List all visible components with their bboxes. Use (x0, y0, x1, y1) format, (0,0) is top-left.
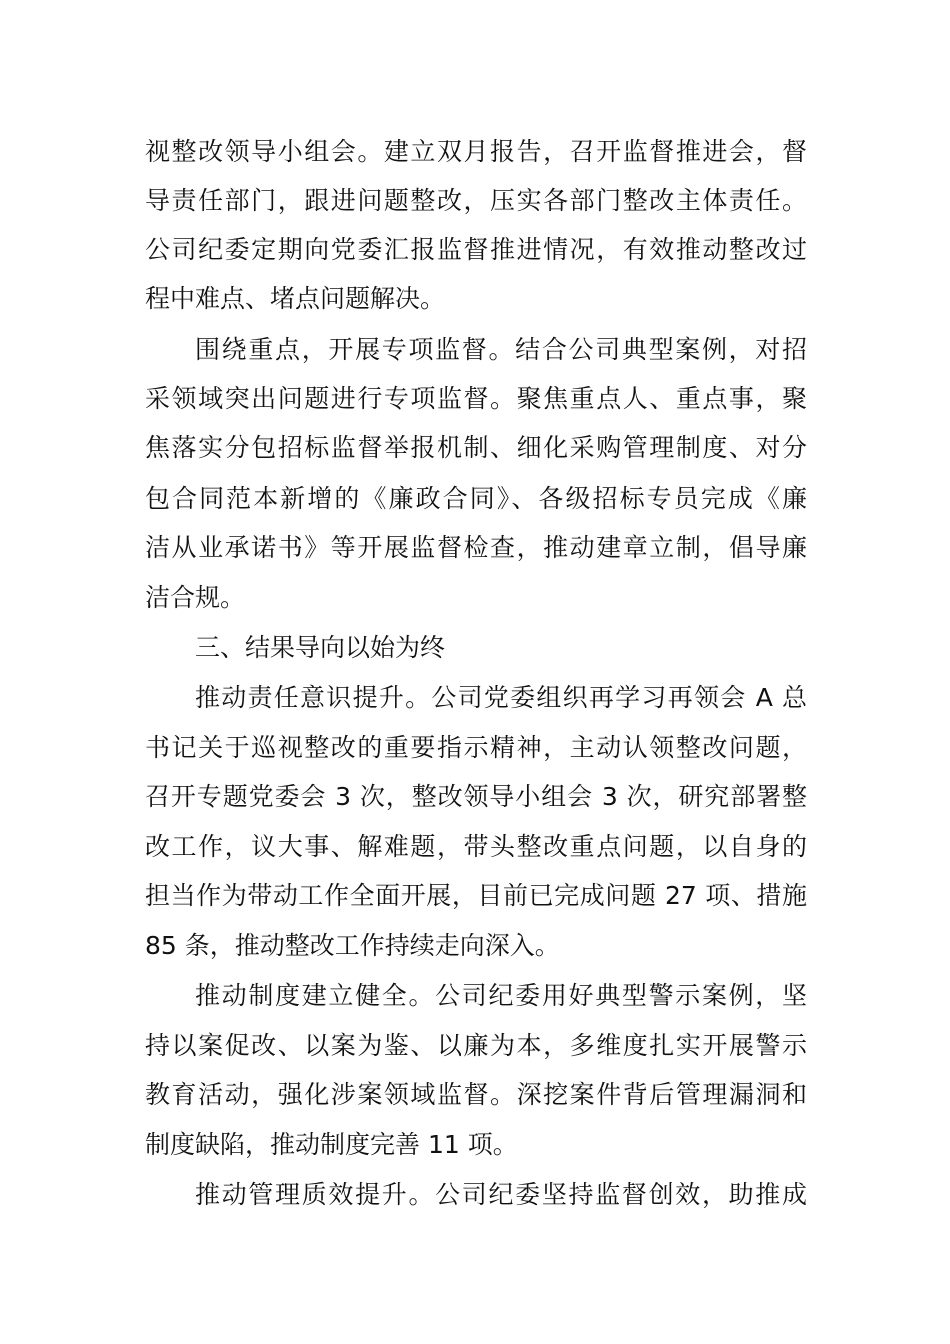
paragraph-line: 程中难点、堵点问题解决。 (145, 284, 446, 313)
paragraph-line: 推动制度建立健全。公司纪委用好典型警示案例，坚 (195, 981, 807, 1010)
paragraph-line: 制度缺陷，推动制度完善 11 项。 (145, 1130, 518, 1159)
paragraph-line: 改工作，议大事、解难题，带头整改重点问题，以自身的 (145, 832, 807, 861)
paragraph-line: 洁合规。 (145, 583, 246, 612)
paragraph-line: 推动责任意识提升。公司党委组织再学习再领会 A 总 (195, 683, 807, 712)
paragraph-line: 召开专题党委会 3 次，整改领导小组会 3 次，研究部署整 (145, 782, 807, 811)
paragraph-line: 担当作为带动工作全面开展，目前已完成问题 27 项、措施 (145, 881, 807, 910)
paragraph-line: 焦落实分包招标监督举报机制、细化采购管理制度、对分 (145, 433, 807, 462)
paragraph-line: 推动管理质效提升。公司纪委坚持监督创效，助推成 (195, 1180, 807, 1209)
paragraph-line: 围绕重点，开展专项监督。结合公司典型案例，对招 (195, 335, 807, 364)
paragraph-line: 书记关于巡视整改的重要指示精神，主动认领整改问题， (145, 733, 807, 762)
paragraph-line: 洁从业承诺书》等开展监督检查，推动建章立制，倡导廉 (145, 533, 807, 562)
paragraph-line: 采领域突出问题进行专项监督。聚焦重点人、重点事，聚 (145, 384, 807, 413)
paragraph-line: 视整改领导小组会。建立双月报告，召开监督推进会，督 (145, 137, 807, 166)
paragraph-line: 导责任部门，跟进问题整改，压实各部门整改主体责任。 (145, 186, 807, 215)
section-heading: 三、结果导向以始为终 (195, 633, 446, 662)
paragraph-line: 包合同范本新增的《廉政合同》、各级招标专员完成《廉 (145, 484, 807, 513)
paragraph-line: 持以案促改、以案为鉴、以廉为本，多维度扎实开展警示 (145, 1031, 807, 1060)
paragraph-line: 公司纪委定期向党委汇报监督推进情况，有效推动整改过 (145, 235, 807, 264)
paragraph-line: 85 条，推动整改工作持续走向深入。 (145, 931, 560, 960)
paragraph-line: 教育活动，强化涉案领域监督。深挖案件背后管理漏洞和 (145, 1080, 807, 1109)
